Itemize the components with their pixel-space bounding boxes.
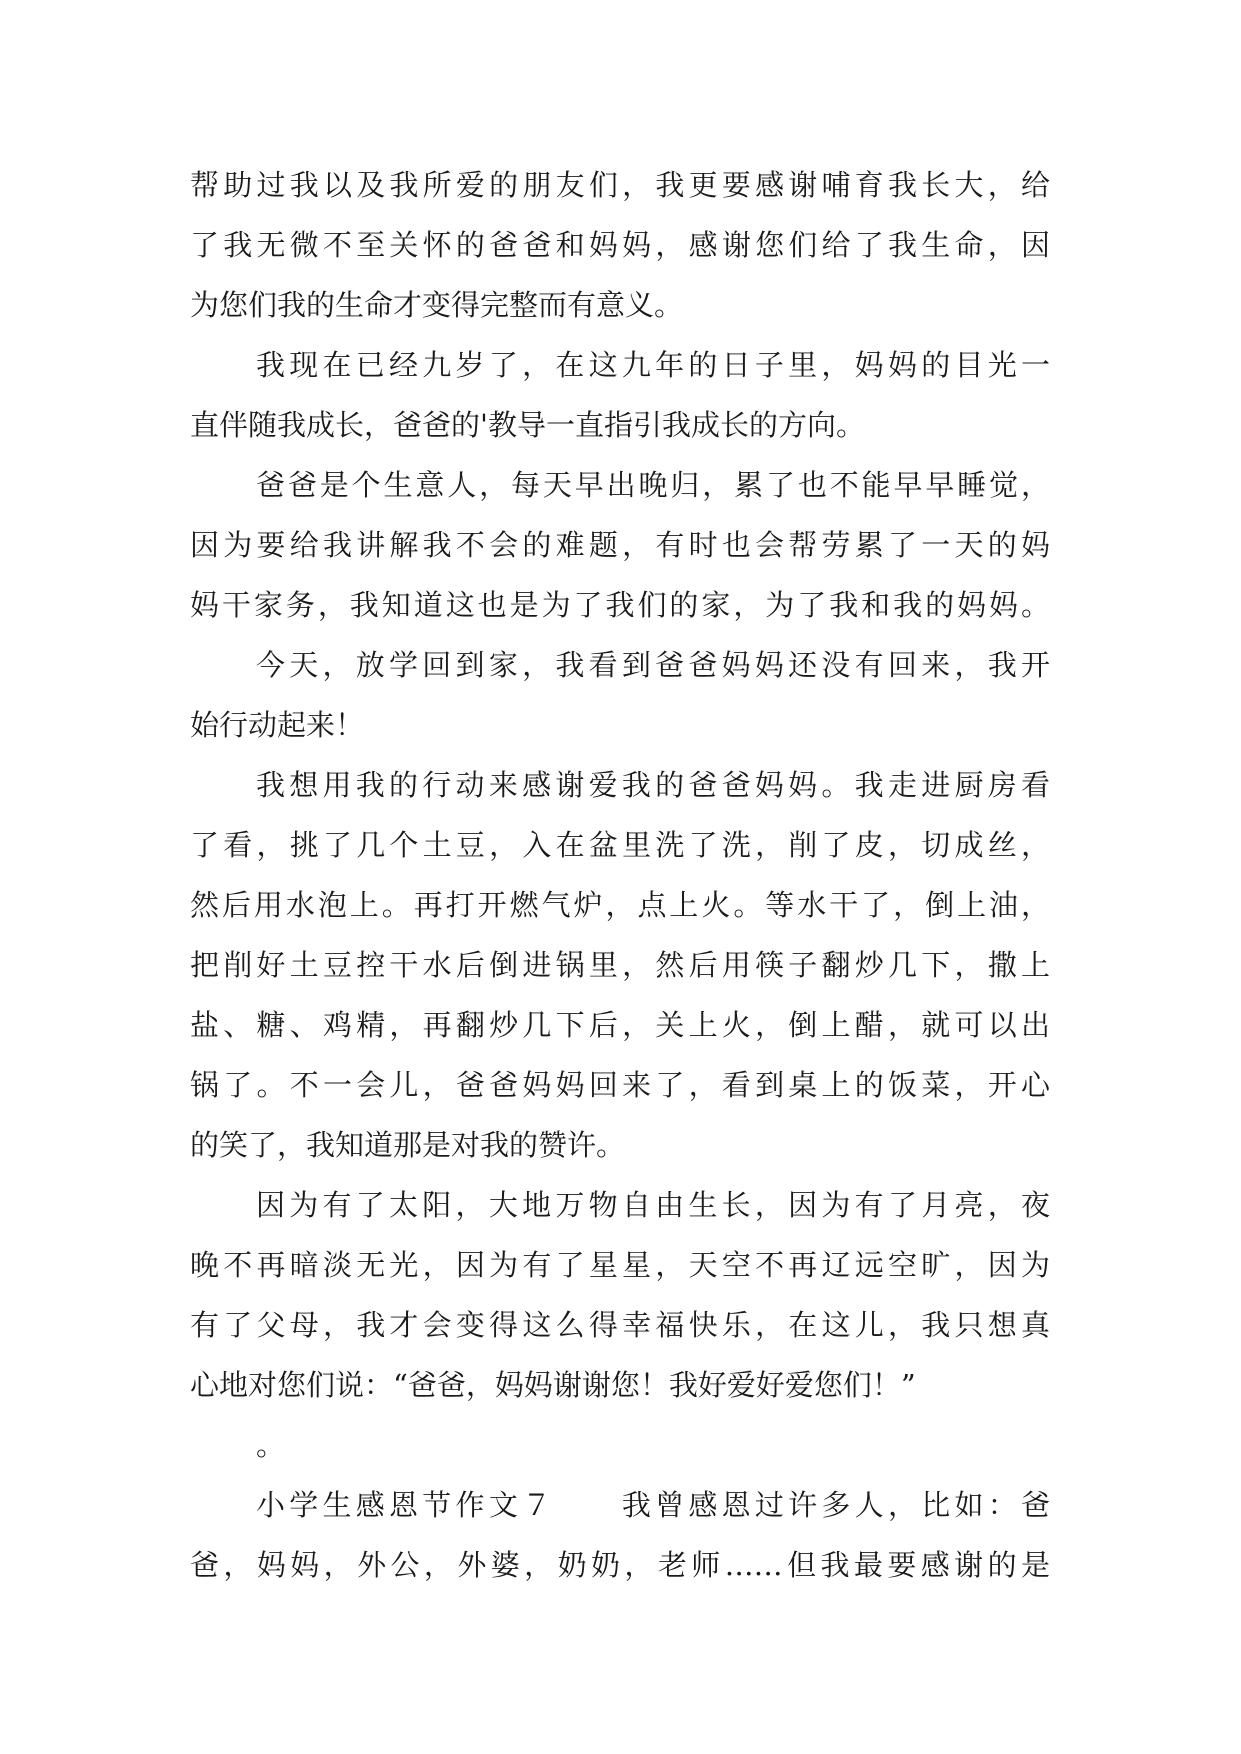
text-line: 然后用水泡上。再打开燃气炉，点上火。等水干了，倒上油， [190,888,1050,922]
text-line: 把削好土豆控干水后倒进锅里，然后用筷子翻炒几下，撒上 [190,948,1050,982]
text-line: 为您们我的生命才变得完整而有意义。 [190,288,684,322]
text-line: 爸，妈妈，外公，外婆，奶奶，老师……但我最要感谢的是 [190,1548,1050,1582]
text-line: 的笑了，我知道那是对我的赞许。 [190,1128,626,1162]
text-line: 。 [256,1428,286,1462]
text-line: 盐、糖、鸡精，再翻炒几下后，关上火，倒上醋，就可以出 [190,1008,1050,1042]
text-line: 了我无微不至关怀的爸爸和妈妈，感谢您们给了我生命，因 [190,228,1050,262]
text-line: 心地对您们说：“爸爸，妈妈谢谢您！我好爱好爱您们！” [190,1368,916,1402]
text-line: 我现在已经九岁了，在这九年的日子里，妈妈的目光一 [256,348,1050,382]
text-line: 妈干家务，我知道这也是为了我们的家，为了我和我的妈妈。 [190,588,1050,622]
text-line: 爸爸是个生意人，每天早出晚归，累了也不能早早睡觉， [256,468,1050,502]
text-line: 小学生感恩节作文７ 我曾感恩过许多人，比如：爸 [256,1488,1050,1522]
text-line: 晚不再暗淡无光，因为有了星星，天空不再辽远空旷，因为 [190,1248,1050,1282]
text-line: 因为要给我讲解我不会的难题，有时也会帮劳累了一天的妈 [190,528,1050,562]
text-line: 了看，挑了几个土豆，入在盆里洗了洗，削了皮，切成丝， [190,828,1050,862]
text-line: 直伴随我成长，爸爸的'教导一直指引我成长的方向。 [190,408,865,442]
text-line: 我想用我的行动来感谢爱我的爸爸妈妈。我走进厨房看 [256,768,1050,802]
text-line: 今天，放学回到家，我看到爸爸妈妈还没有回来，我开 [256,648,1050,682]
text-line: 锅了。不一会儿，爸爸妈妈回来了，看到桌上的饭菜，开心 [190,1068,1050,1102]
text-line: 始行动起来！ [190,708,365,742]
text-line: 有了父母，我才会变得这么得幸福快乐，在这儿，我只想真 [190,1308,1050,1342]
text-line: 帮助过我以及我所爱的朋友们，我更要感谢哺育我长大，给 [190,168,1050,202]
text-line: 因为有了太阳，大地万物自由生长，因为有了月亮，夜 [256,1188,1050,1222]
